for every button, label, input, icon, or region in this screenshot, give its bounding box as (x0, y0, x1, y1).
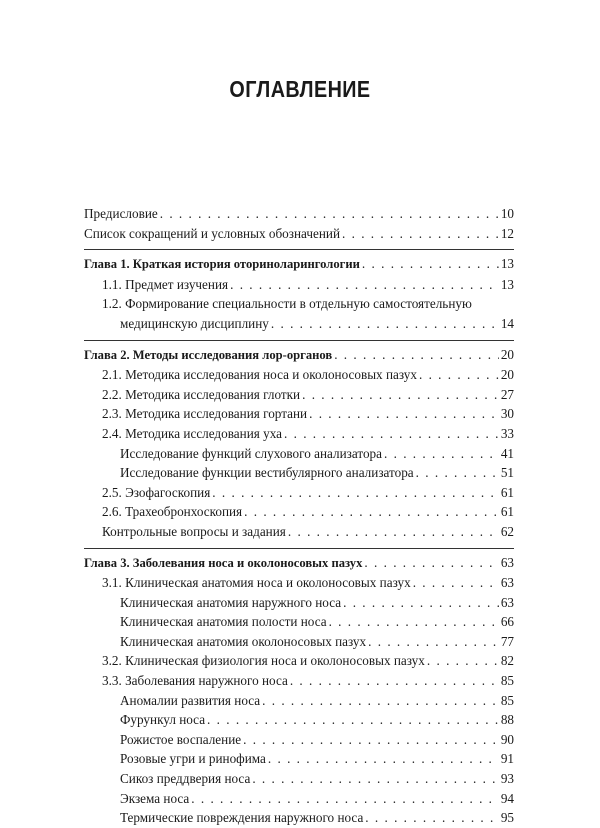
toc-entry: Розовые угри и ринофима . . . 91 (84, 749, 514, 769)
divider (84, 249, 514, 250)
toc-entry: 2.4. Методика исследования уха . . . 33 (84, 424, 514, 444)
toc-entry: 2.6. Трахеобронхоскопия . . . 61 (84, 502, 514, 522)
toc-entry: Исследование функции вестибулярного анализатора . . . 51 (84, 463, 514, 483)
toc-chapter-3: Глава 3. Заболевания носа и околоносовых пазух . . . 63 (84, 553, 514, 574)
toc-chapter-1: Глава 1. Краткая история оториноларингологии . . . 13 (84, 254, 514, 275)
toc-entry: Фурункул носа . . . 88 (84, 710, 514, 730)
page-title: ОГЛАВЛЕНИЕ (229, 76, 371, 102)
toc-entry: 3.1. Клиническая анатомия носа и околоносовых пазух . . . 63 (84, 573, 514, 593)
divider (84, 340, 514, 341)
toc-entry: Рожистое воспаление . . . 90 (84, 730, 514, 750)
table-of-contents (84, 204, 514, 828)
toc-entry: 3.2. Клиническая физиология носа и околоносовых пазух . . . 82 (84, 651, 514, 671)
toc-entry: Термические повреждения наружного носа . . . 95 (84, 808, 514, 828)
toc-chapter-2: Глава 2. Методы исследования лор-органов . . . 20 (84, 345, 514, 366)
toc-entry: Клиническая анатомия наружного носа . . . 63 (84, 593, 514, 613)
toc-entry: 2.2. Методика исследования глотки . . . 27 (84, 385, 514, 405)
toc-entry: 1.1. Предмет изучения . . . 13 (84, 275, 514, 295)
toc-entry: 3.3. Заболевания наружного носа . . . 85 (84, 671, 514, 691)
divider (84, 548, 514, 549)
toc-entry: медицинскую дисциплину . . . 14 (84, 314, 514, 334)
toc-entry: Контрольные вопросы и задания . . . 62 (84, 522, 514, 542)
toc-entry: Аномалии развития носа . . . 85 (84, 691, 514, 711)
toc-entry: 2.5. Эзофагоскопия . . . 61 (84, 483, 514, 503)
toc-entry: Исследование функций слухового анализатора . . . 41 (84, 444, 514, 464)
toc-entry: Клиническая анатомия полости носа . . . 66 (84, 612, 514, 632)
toc-entry: Сикоз преддверия носа . . . 93 (84, 769, 514, 789)
toc-entry-wrapped-first-line: 1.2. Формирование специальности в отдельную самостоятельную (102, 296, 472, 312)
toc-entry: Экзема носа . . . 94 (84, 789, 514, 809)
toc-entry: 2.1. Методика исследования носа и околоносовых пазух . . . 20 (84, 365, 514, 385)
toc-entry: Клиническая анатомия околоносовых пазух . . . 77 (84, 632, 514, 652)
toc-entry: 2.3. Методика исследования гортани . . . 30 (84, 404, 514, 424)
toc-entry-preface: Предисловие . . . 10 (84, 204, 514, 224)
toc-entry-abbreviations: Список сокращений и условных обозначений . . . 12 (84, 224, 514, 244)
